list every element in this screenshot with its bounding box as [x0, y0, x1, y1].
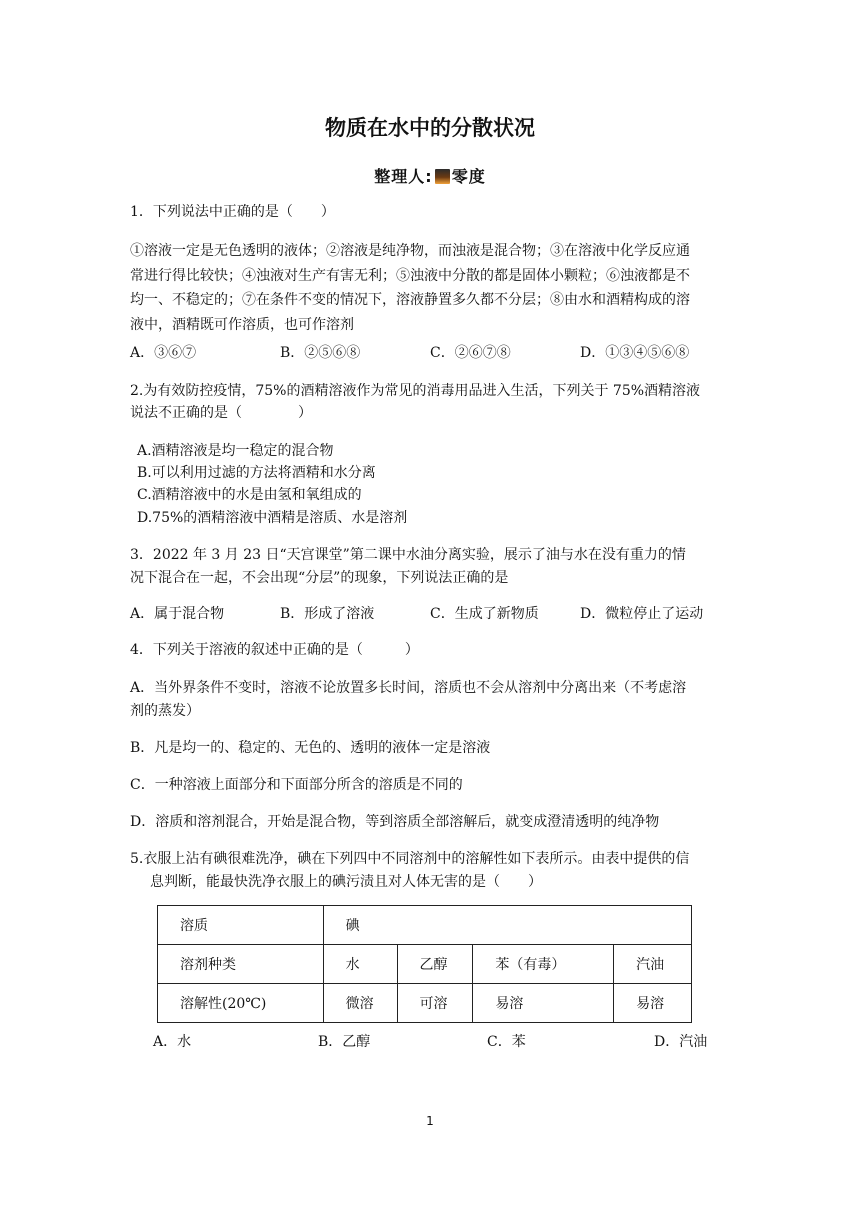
q1-body-line: 常进行得比较快；④浊液对生产有害无利；⑤浊液中分散的都是固体小颗粒；⑥浊液都是不	[130, 268, 690, 284]
table-cell: 易溶	[614, 984, 692, 1023]
table-cell: 可溶	[397, 984, 473, 1023]
sunset-logo-icon	[435, 169, 450, 184]
q2-option-c: C.酒精溶液中的水是由氢和氧组成的	[137, 487, 362, 503]
author-line	[0, 164, 860, 187]
q5-option-d: D．汽油	[654, 1034, 708, 1050]
table-cell: 溶质	[158, 906, 324, 945]
q4-option-a-line: A．当外界条件不变时，溶液不论放置多长时间，溶质也不会从溶剂中分离出来（不考虑溶	[130, 680, 687, 696]
q5-line: 5.衣服上沾有碘很难洗净，碘在下列四中不同溶剂中的溶解性如下表所示。由表中提供的信	[130, 851, 690, 867]
q5-option-b: B．乙醇	[318, 1034, 371, 1050]
table-cell: 溶剂种类	[158, 945, 324, 984]
q2-option-a: A.酒精溶液是均一稳定的混合物	[137, 443, 334, 459]
q2-line: 说法不正确的是（ ）	[130, 405, 312, 421]
q3-line: 况下混合在一起，不会出现“分层”的现象，下列说法正确的是	[130, 570, 509, 586]
table-cell: 微溶	[323, 984, 397, 1023]
table-cell: 苯（有毒）	[473, 945, 614, 984]
q2-line: 2.为有效防控疫情，75%的酒精溶液作为常见的消毒用品进入生活，下列关于 75%酒精溶液	[130, 383, 701, 399]
q3-option-b: B．形成了溶液	[280, 606, 375, 622]
solubility-table	[157, 905, 692, 1023]
table-row	[158, 984, 692, 1023]
q1-body-line: 液中，酒精既可作溶质，也可作溶剂	[130, 317, 354, 333]
q3-line: 3．2022 年 3 月 23 日“天宫课堂”第二课中水油分离实验，展示了油与水在没有重力的情	[130, 547, 686, 563]
q3-option-a: A．属于混合物	[130, 606, 225, 622]
table-cell: 易溶	[473, 984, 614, 1023]
q2-option-d: D.75%的酒精溶液中酒精是溶质、水是溶剂	[137, 510, 408, 526]
q2-option-b: B.可以利用过滤的方法将酒精和水分离	[137, 465, 376, 481]
table-row	[158, 945, 692, 984]
q4-option-b: B．凡是均一的、稳定的、无色的、透明的液体一定是溶液	[130, 740, 491, 756]
table-cell: 溶解性(20℃)	[158, 984, 324, 1023]
q1-option-b: B．②⑤⑥⑧	[280, 345, 361, 361]
q1-stem: 1．下列说法中正确的是（ ）	[130, 204, 335, 220]
author-prefix: 整理人:	[374, 167, 433, 186]
q4-option-c: C．一种溶液上面部分和下面部分所含的溶质是不同的	[130, 777, 463, 793]
q1-option-a: A．③⑥⑦	[130, 345, 197, 361]
q5-option-c: C．苯	[487, 1034, 526, 1050]
q1-option-c: C．②⑥⑦⑧	[430, 345, 511, 361]
q1-body-line: 均一、不稳定的；⑦在条件不变的情况下，溶液静置多久都不分层；⑧由水和酒精构成的溶	[130, 292, 690, 308]
q3-option-d: D．微粒停止了运动	[580, 606, 704, 622]
q5-line: 息判断，能最快洗净衣服上的碘污渍且对人体无害的是（ ）	[150, 874, 542, 890]
q1-option-d: D．①③④⑤⑥⑧	[580, 345, 690, 361]
table-row	[158, 906, 692, 945]
q4-option-d: D．溶质和溶剂混合，开始是混合物，等到溶质全部溶解后，就变成澄清透明的纯净物	[130, 814, 660, 830]
q1-body-line: ①溶液一定是无色透明的液体；②溶液是纯净物，而浊液是混合物；③在溶液中化学反应通	[130, 243, 690, 259]
q3-option-c: C．生成了新物质	[430, 606, 539, 622]
table-cell: 水	[323, 945, 397, 984]
author-name: 零度	[451, 167, 486, 186]
page-title: 物质在水中的分散状况	[325, 116, 535, 140]
q4-stem: 4．下列关于溶液的叙述中正确的是（ ）	[130, 642, 419, 658]
table-cell: 碘	[323, 906, 691, 945]
page-number: 1	[426, 1114, 434, 1128]
table-cell: 乙醇	[397, 945, 473, 984]
q4-option-a-line: 剂的蒸发）	[130, 703, 200, 719]
q5-option-a: A．水	[153, 1034, 192, 1050]
table-cell: 汽油	[614, 945, 692, 984]
